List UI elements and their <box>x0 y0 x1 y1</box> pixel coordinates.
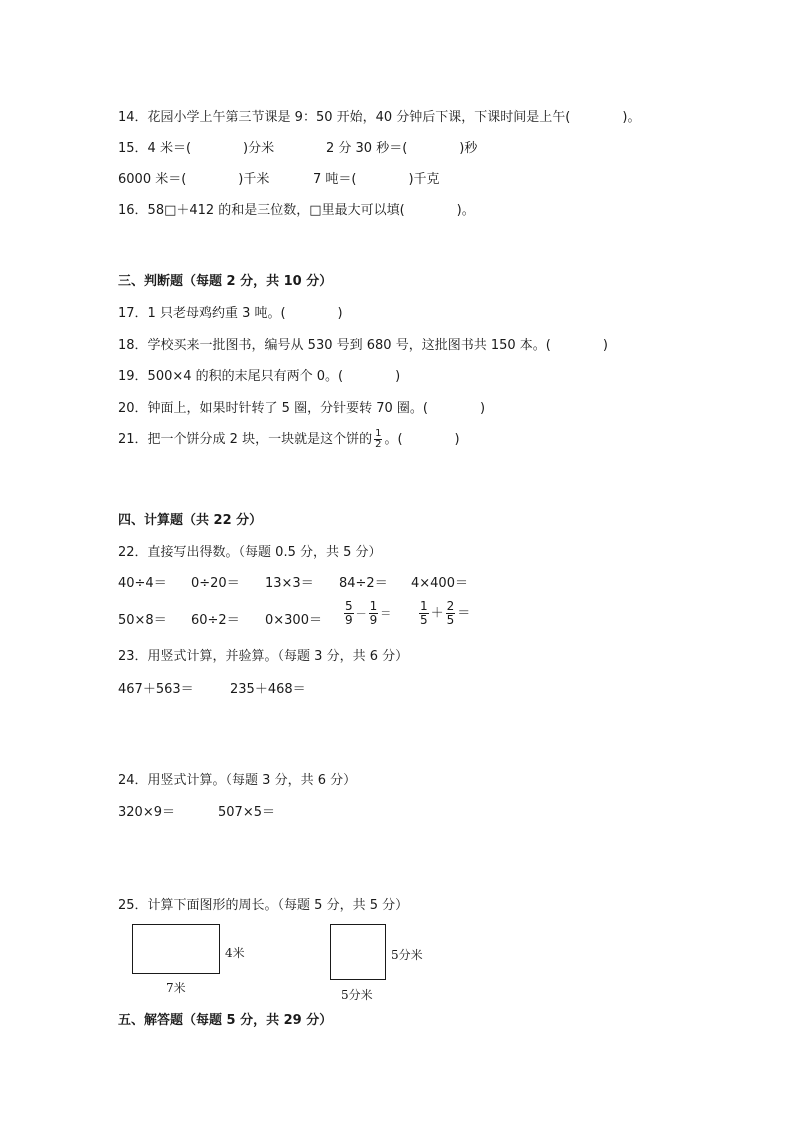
fraction-denominator: 5 <box>420 613 428 627</box>
operator: ＋ <box>430 606 444 621</box>
question-14: 14．花园小学上午第三节课是 9：50 开始，40 分钟后下课，下课时间是上午( )。 <box>118 110 641 125</box>
question-24-title: 24．用竖式计算。（每题 3 分，共 6 分） <box>118 773 357 788</box>
question-16: 16．58□＋412 的和是三位数，□里最大可以填( )。 <box>118 203 475 218</box>
fraction-expression-2 <box>417 600 470 627</box>
question-23-title: 23．用竖式计算，并验算。（每题 3 分，共 6 分） <box>118 649 409 664</box>
fraction-numerator: 1 <box>420 599 428 613</box>
question-15-part-a: 15．4 米＝( )分米 <box>118 141 275 156</box>
fraction-denominator: 2 <box>375 439 382 450</box>
calc-item: 40÷4＝ <box>118 576 167 591</box>
calc-item: 50×8＝ <box>118 613 167 628</box>
fraction-numerator: 1 <box>369 599 378 613</box>
rectangle-figure <box>132 924 220 974</box>
question-15-part-c: 6000 米＝( )千米 <box>118 172 270 187</box>
question-15-part-b: 2 分 30 秒＝( )秒 <box>326 141 478 156</box>
calc-item: 320×9＝ <box>118 805 175 820</box>
equals-sign: ＝ <box>380 607 392 620</box>
question-21-blank: 。( ) <box>384 432 460 447</box>
question-17: 17．1 只老母鸡约重 3 吨。( ) <box>118 306 343 321</box>
fraction-numerator: 1 <box>375 428 382 439</box>
section-3-title: 三、判断题（每题 2 分，共 10 分） <box>118 274 333 289</box>
fraction-numerator: 5 <box>345 599 353 613</box>
fraction-numerator: 2 <box>446 599 455 613</box>
calc-item: 0×300＝ <box>265 613 322 628</box>
fraction-one-half <box>374 429 382 450</box>
question-15-part-d: 7 吨＝( )千克 <box>313 172 440 187</box>
question-20: 20．钟面上，如果时针转了 5 圈，分针要转 70 圈。( ) <box>118 401 486 416</box>
calc-item: 467＋563＝ <box>118 682 194 697</box>
square-bottom-label: 5分米 <box>341 988 373 1002</box>
rectangle-length-label: 7米 <box>166 981 186 995</box>
calc-item: 0÷20＝ <box>191 576 240 591</box>
square-figure <box>330 924 386 980</box>
calc-item: 4×400＝ <box>411 576 468 591</box>
calc-item: 13×3＝ <box>265 576 314 591</box>
question-22-title: 22．直接写出得数。（每题 0.5 分，共 5 分） <box>118 545 382 560</box>
question-25-title: 25．计算下面图形的周长。（每题 5 分，共 5 分） <box>118 898 409 913</box>
equals-sign: ＝ <box>457 606 471 621</box>
calc-item: 84÷2＝ <box>339 576 388 591</box>
fraction-expression-1 <box>342 600 391 627</box>
calc-item: 235＋468＝ <box>230 682 306 697</box>
fraction-denominator: 5 <box>446 613 455 627</box>
question-21-text: 21．把一个饼分成 2 块，一块就是这个饼的 <box>118 432 373 447</box>
question-21 <box>118 428 460 450</box>
section-4-title: 四、计算题（共 22 分） <box>118 513 263 528</box>
calc-item: 60÷2＝ <box>191 613 240 628</box>
section-5-title: 五、解答题（每题 5 分，共 29 分） <box>118 1013 333 1028</box>
question-18: 18．学校买来一批图书，编号从 530 号到 680 号，这批图书共 150 本。( ) <box>118 338 608 353</box>
operator: － <box>355 607 367 620</box>
fraction-denominator: 9 <box>369 613 378 627</box>
calc-item: 507×5＝ <box>218 805 275 820</box>
fraction-denominator: 9 <box>345 613 353 627</box>
question-19: 19．500×4 的积的末尾只有两个 0。( ) <box>118 369 401 384</box>
square-side-label: 5分米 <box>391 948 423 962</box>
rectangle-width-label: 4米 <box>225 946 245 960</box>
